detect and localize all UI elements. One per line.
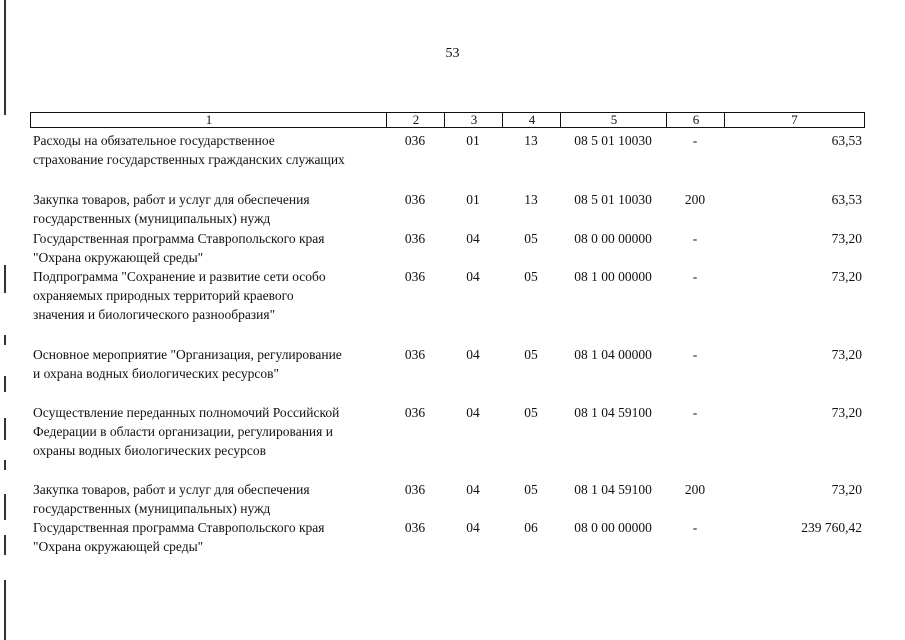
subsection-code: 05 [524, 482, 538, 497]
row-description [33, 267, 388, 324]
target-article-code: 08 1 00 00000 [574, 269, 652, 284]
expense-type-code: - [692, 405, 698, 420]
target-article-code: 08 0 00 00000 [574, 231, 652, 246]
section-code: 01 [466, 192, 480, 207]
header-cell-5: 5 [560, 112, 667, 128]
subsection-code: 05 [524, 269, 538, 284]
row-description [33, 403, 388, 460]
target-article-code: 08 0 00 00000 [574, 520, 652, 535]
subsection-code: 13 [524, 192, 538, 207]
admin-code: 036 [404, 405, 426, 420]
row-description [33, 345, 388, 383]
description-line: Подпрограмма "Сохранение и развитие сети особо [33, 269, 326, 284]
expense-type-code: - [692, 231, 698, 246]
description-line: Государственная программа Ставропольского края [33, 520, 325, 535]
target-article-code: 08 5 01 10030 [574, 133, 652, 148]
row-description [33, 518, 388, 556]
amount: 73,20 [831, 405, 862, 420]
admin-code: 036 [404, 347, 426, 362]
amount: 63,53 [831, 192, 862, 207]
section-code: 04 [466, 347, 480, 362]
scan-margin-mark [4, 580, 6, 640]
scan-margin-mark [4, 535, 6, 555]
description-line: государственных (муниципальных) нужд [33, 501, 271, 516]
header-cell-2: 2 [386, 112, 445, 128]
header-cell-6: 6 [666, 112, 725, 128]
section-code: 04 [466, 231, 480, 246]
description-line: "Охрана окружающей среды" [33, 250, 204, 265]
page-number: 53 [445, 46, 460, 61]
description-line: Закупка товаров, работ и услуг для обеспечения [33, 482, 310, 497]
scan-margin-mark [4, 376, 6, 392]
scan-margin-mark [4, 265, 6, 293]
amount: 239 760,42 [801, 520, 862, 535]
description-line: Федерации в области организации, регулирования и [33, 424, 333, 439]
description-line: Основное мероприятие "Организация, регулирование [33, 347, 342, 362]
amount: 73,20 [831, 269, 862, 284]
amount: 73,20 [831, 231, 862, 246]
admin-code: 036 [404, 192, 426, 207]
scan-margin-mark [4, 460, 6, 470]
target-article-code: 08 5 01 10030 [574, 192, 652, 207]
expense-type-code: 200 [684, 482, 706, 497]
target-article-code: 08 1 04 59100 [574, 482, 652, 497]
target-article-code: 08 1 04 59100 [574, 405, 652, 420]
description-line: "Охрана окружающей среды" [33, 539, 204, 554]
expense-type-code: - [692, 133, 698, 148]
amount: 73,20 [831, 347, 862, 362]
header-cell-3: 3 [444, 112, 503, 128]
section-code: 04 [466, 269, 480, 284]
expense-type-code: - [692, 347, 698, 362]
admin-code: 036 [404, 231, 426, 246]
section-code: 01 [466, 133, 480, 148]
description-line: страхование государственных гражданских служащих [33, 152, 345, 167]
expense-type-code: 200 [684, 192, 706, 207]
subsection-code: 05 [524, 231, 538, 246]
description-line: государственных (муниципальных) нужд [33, 211, 271, 226]
description-line: Осуществление переданных полномочий Российской [33, 405, 340, 420]
subsection-code: 05 [524, 405, 538, 420]
section-code: 04 [466, 520, 480, 535]
amount: 63,53 [831, 133, 862, 148]
admin-code: 036 [404, 133, 426, 148]
scan-margin-mark [4, 494, 6, 520]
description-line: Расходы на обязательное государственное [33, 133, 275, 148]
admin-code: 036 [404, 269, 426, 284]
description-line: Государственная программа Ставропольского края [33, 231, 325, 246]
subsection-code: 13 [524, 133, 538, 148]
section-code: 04 [466, 405, 480, 420]
amount: 73,20 [831, 482, 862, 497]
description-line: охраны водных биологических ресурсов [33, 443, 266, 458]
description-line: Закупка товаров, работ и услуг для обеспечения [33, 192, 310, 207]
subsection-code: 06 [524, 520, 538, 535]
admin-code: 036 [404, 520, 426, 535]
row-description [33, 229, 388, 267]
admin-code: 036 [404, 482, 426, 497]
subsection-code: 05 [524, 347, 538, 362]
header-cell-4: 4 [502, 112, 561, 128]
description-line: охраняемых природных территорий краевого [33, 288, 294, 303]
expense-type-code: - [692, 269, 698, 284]
target-article-code: 08 1 04 00000 [574, 347, 652, 362]
scan-margin-mark [4, 335, 6, 345]
row-description [33, 480, 388, 518]
header-cell-7: 7 [724, 112, 865, 128]
row-description [33, 190, 388, 228]
section-code: 04 [466, 482, 480, 497]
description-line: значения и биологического разнообразия" [33, 307, 276, 322]
expense-type-code: - [692, 520, 698, 535]
description-line: и охрана водных биологических ресурсов" [33, 366, 279, 381]
header-cell-1: 1 [30, 112, 387, 128]
scan-margin-mark [4, 418, 6, 440]
row-description [33, 131, 388, 169]
